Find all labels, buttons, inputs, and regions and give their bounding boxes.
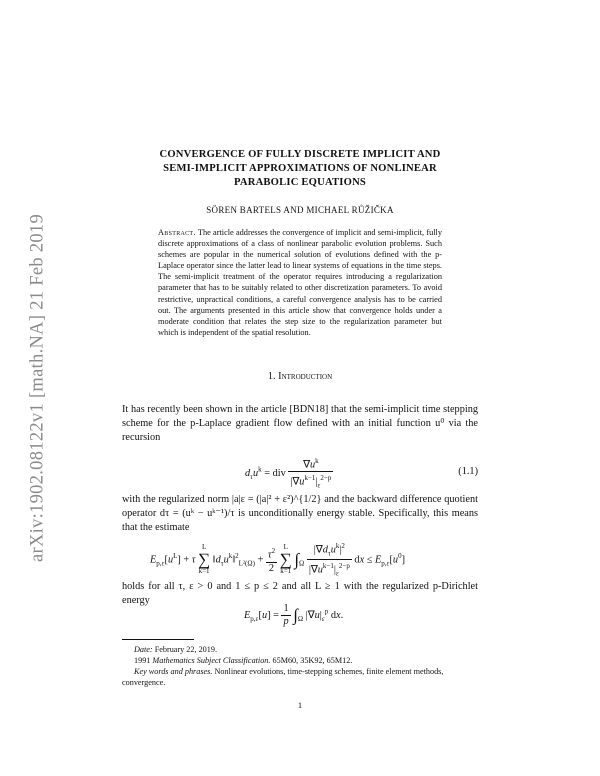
footnote-msc [122, 655, 478, 666]
intro-paragraph-3: holds for all τ, ε > 0 and 1 ≤ p ≤ 2 and all L ≥ 1 with the regularized p-Dirichlet energy [122, 581, 478, 606]
footnote-keywords [122, 666, 478, 688]
keywords-label: Key words and phrases. [134, 667, 213, 676]
abstract-label: Abstract. [158, 228, 196, 237]
msc-codes: 65M60, 35K92, 65M12. [272, 656, 353, 665]
title-line: SEMI-IMPLICIT APPROXIMATIONS OF NONLINEAR [163, 163, 437, 174]
energy-definition-equation: $E_{p,\varepsilon}[u]$ = $\frac{1}{p}$ $\int_\Omega$ $|\nabla u|_\varepsilon^p$ dx. [244, 603, 344, 627]
intro-paragraph-1: It has recently been shown in the article [BDN18] that the semi-implicit time stepping scheme for the p-Laplace gradient flow defined with an initial function u⁰ via the recursion [122, 404, 478, 443]
section-number: 1. [267, 371, 276, 382]
section-heading [120, 371, 480, 382]
equation-1-1: $d_\tau u^k$ = div $\frac{\nabla u^k}{|\nabla u^{k-1}|_\varepsilon^{2-p}}$ [245, 457, 332, 490]
abstract [158, 227, 442, 338]
equation-number: (1.1) [458, 466, 478, 477]
footnote-rule [122, 639, 194, 640]
keywords-text: Nonlinear evolutions, time-stepping schemes, finite element methods, convergence. [122, 667, 444, 687]
energy-estimate-equation: $E_{p,\varepsilon}[u^L] + \tau$ L ∑ k=1 $‖d_\tau u^k‖^2_{L^2(\Omega)}$ + $\frac{\tau^2}{2}$ L ∑ k=1 $\int_\Omega$ $\frac{|\nabla d_\tau u^k|^2}{|\nabla u^{k-1}|_\varepsilon^{2-p}}$ dx ≤ $E_{p,\varepsilon}[u^0]$ [150, 542, 405, 578]
abstract-text: The article addresses the convergence of implicit and semi-implicit, fully discrete approximations of a class of nonlinear parabolic evolution problems. Such schemes are popular in the numerical solution of evolutions defined with the p-Laplace operator since the latter lead to linear systems of equations in the time steps. The semi-implicit treatment of the operator requires introducing a regularization parameter that has to be suitably related to other discretization parameters. To avoid restrictive, unpractical conditions, a careful convergence analysis has to be carried out. The arguments presented in this article show that convergence holds under a moderate condition that relates the step size to the regularization parameter but which is independent of the spatial resolution. [158, 228, 442, 337]
intro-paragraph-2: with the regularized norm |a|ε = (|a|² + ε²)^{1/2} and the backward difference quotient operator dτ = (uᵏ − uᵏ⁻¹)/τ is unconditionally energy stable. Specifically, this means that the estimate [122, 494, 478, 533]
footnote-date [122, 644, 478, 655]
arxiv-identifier: arXiv:1902.08122v1 [math.NA] 21 Feb 2019 [27, 213, 48, 562]
page-number: 1 [297, 700, 303, 710]
date-label: Date: [134, 645, 153, 654]
title-line: CONVERGENCE OF FULLY DISCRETE IMPLICIT AND [159, 149, 441, 160]
date-value: February 22, 2019. [154, 645, 218, 654]
msc-year: 1991 [134, 656, 151, 665]
msc-label: Mathematics Subject Classification. [152, 656, 271, 665]
title-line: PARABOLIC EQUATIONS [233, 177, 367, 188]
section-title: Introduction [278, 371, 333, 382]
paper-title [120, 148, 480, 190]
paper-authors: SÖREN BARTELS AND MICHAEL RŮŽIČKA [206, 205, 394, 215]
